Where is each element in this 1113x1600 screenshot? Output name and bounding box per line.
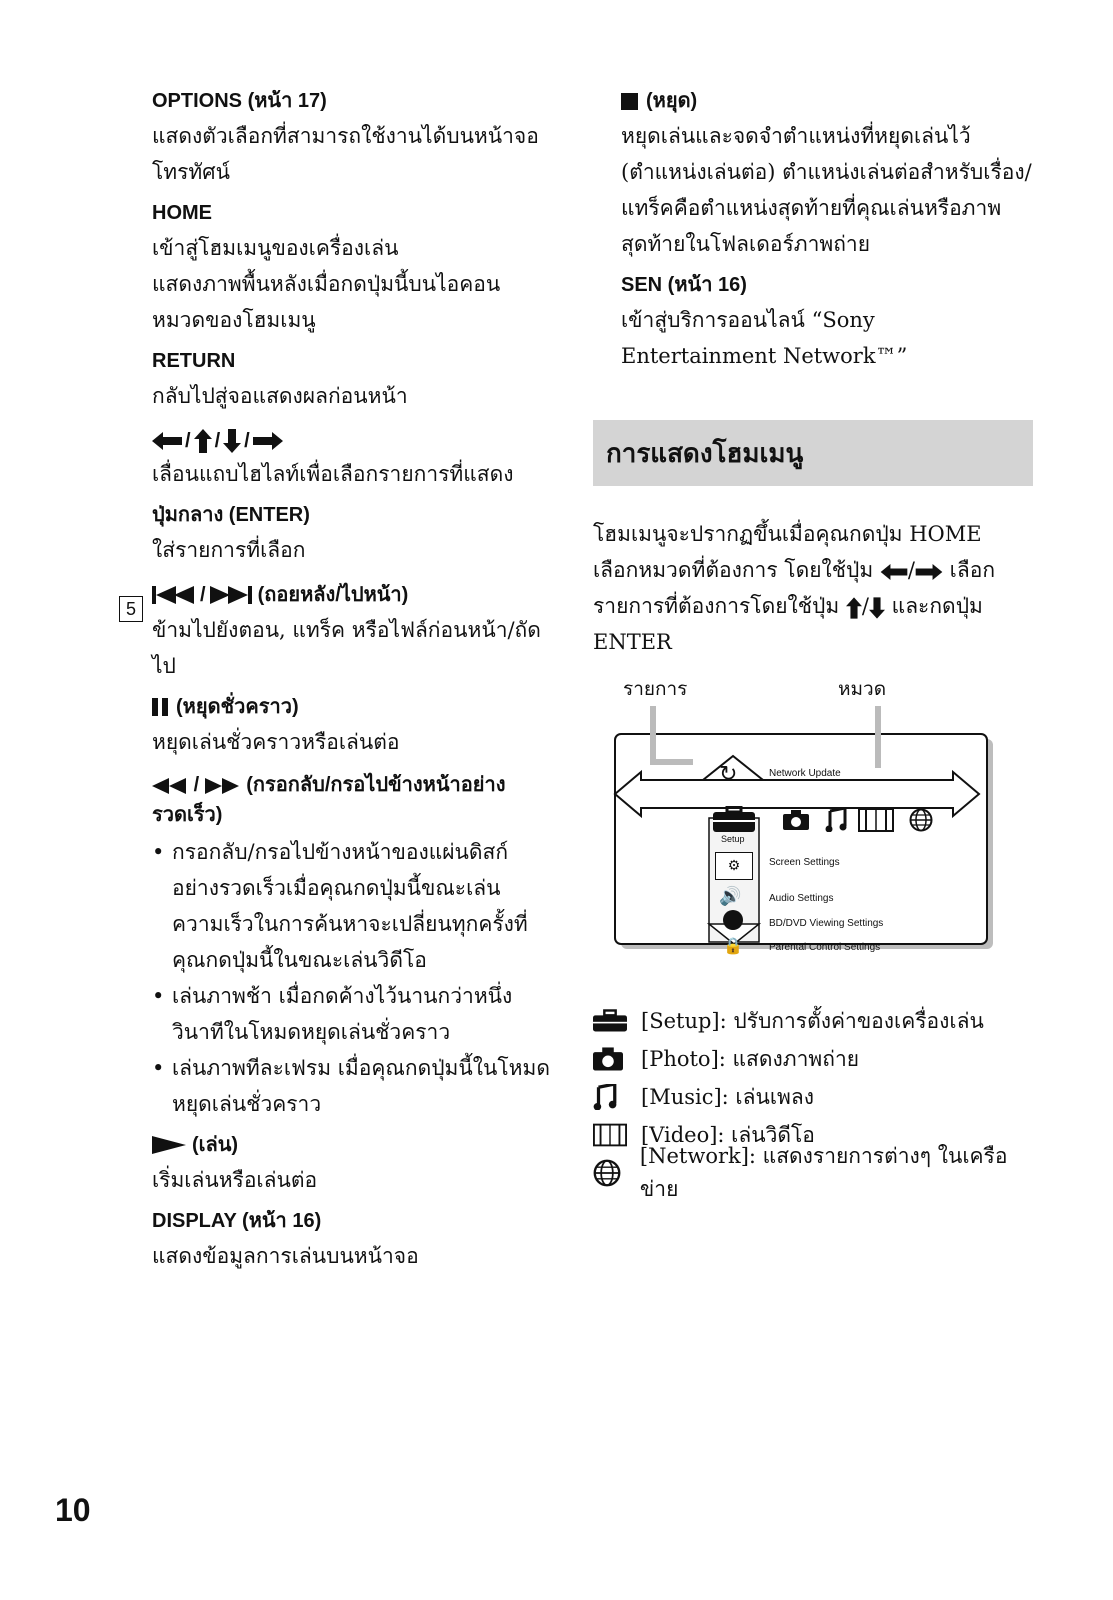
music-note-icon (825, 808, 847, 832)
rewind-icon (152, 778, 188, 794)
home-desc-2: แสดงภาพพื้นหลังเมื่อกดปุ่มนี้บนไอคอนหมวดของโฮมเมนู (152, 272, 501, 332)
legend-row (593, 1144, 1033, 1201)
home-menu-diagram (593, 674, 1033, 974)
list-item: • เล่นภาพช้า เมื่อกดค้างไว้นานกว่าหนึ่งวินาทีในโหมดหยุดเล่นชั่วคราว (152, 978, 552, 1050)
pause-desc: หยุดเล่นชั่วคราวหรือเล่นต่อ (152, 730, 400, 754)
intro-text-2: เลือกรายการที่ต้องการโดยใช้ปุ่ม (593, 558, 996, 618)
slash: / (861, 594, 869, 618)
previous-icon (152, 586, 196, 604)
home-title: HOME (152, 202, 212, 224)
play-icon (152, 1136, 186, 1154)
legend-row (593, 1040, 1033, 1078)
arrow-down-icon (223, 429, 241, 453)
pause-icon (152, 698, 168, 716)
lock-icon: 🔒 (723, 936, 743, 955)
scan-label: (กรอกลับ/กรอไปข้างหน้าอย่างรวดเร็ว) (152, 774, 506, 826)
arrow-up-icon (194, 429, 212, 453)
legend-text: [Music]: เล่นเพลง (641, 1084, 814, 1109)
stop-title (621, 88, 1033, 114)
slash-prevnext: / (200, 584, 206, 606)
refresh-icon: ↻ (719, 762, 738, 787)
legend-text: [Network]: แสดงรายการต่างๆ ในเครือข่าย (639, 1144, 1008, 1201)
scan-bullets (152, 834, 552, 1122)
arrow-down-icon (869, 597, 885, 619)
enter-title: ปุ่มกลาง (ENTER) (152, 504, 310, 526)
camera-icon (593, 1047, 623, 1071)
item-bd-dvd-settings: BD/DVD Viewing Settings (769, 918, 884, 929)
enter-desc: ใส่รายการที่เลือก (152, 538, 306, 562)
label-category: หมวด (838, 678, 887, 700)
arrow-left-icon (152, 432, 182, 450)
scan-slash: / (193, 774, 200, 796)
return-desc: กลับไปสู่จอแสดงผลก่อนหน้า (152, 384, 408, 408)
item-audio-settings: Audio Settings (769, 893, 834, 904)
menu-screen (593, 694, 1033, 974)
arrows-desc: เลื่อนแถบไฮไลท์เพื่อเลือกรายการที่แสดง (152, 462, 514, 486)
camera-icon (783, 810, 809, 830)
return-title: RETURN (152, 350, 236, 372)
prevnext-desc: ข้ามไปยังตอน, แทร็ค หรือไฟล์ก่อนหน้า/ถัดไป (152, 618, 541, 678)
stop-desc: หยุดเล่นและจดจำตำแหน่งที่หยุดเล่นไว้ (ตำแหน่งเล่นต่อ) ตำแหน่งเล่นต่อสำหรับเรื่อง/แทร็คคือตำแหน่งสุดท้ายที่คุณเล่นหรือภาพสุดท้ายในโฟลเดอร์ภาพถ่าย (621, 124, 1032, 256)
fast-forward-icon (205, 778, 241, 794)
slash-2: / (214, 429, 221, 452)
list-item: • เล่นภาพทีละเฟรม เมื่อคุณกดปุ่มนี้ในโหมดหยุดเล่นชั่วคราว (152, 1050, 552, 1122)
intro-paragraph (593, 516, 1033, 660)
scan-title (152, 770, 552, 830)
globe-icon (593, 1159, 621, 1187)
pause-title (152, 694, 552, 720)
settings-item-icon: ⚙ (715, 852, 753, 880)
prevnext-label: (ถอยหลัง/ไปหน้า) (257, 584, 409, 606)
section-number: 5 (119, 596, 143, 622)
label-item: รายการ (623, 678, 688, 700)
options-desc: แสดงตัวเลือกที่สามารถใช้งานได้บนหน้าจอโทรทัศน์ (152, 124, 539, 184)
sen-desc: เข้าสู่บริการออนไลน์ “Sony Entertainment Network™” (621, 308, 908, 368)
slash-3: / (244, 429, 250, 452)
legend-row (593, 1078, 1033, 1116)
left-column (125, 88, 552, 1274)
item-screen-settings: Screen Settings (769, 857, 840, 868)
section-heading-banner (593, 420, 1033, 486)
next-icon (210, 586, 254, 604)
network-update-label: Network Update (769, 768, 841, 779)
section-5 (125, 582, 552, 684)
page-number: 10 (55, 1492, 91, 1528)
stop-icon (621, 93, 638, 110)
legend-text: [Video]: เล่นวิดีโอ (641, 1122, 815, 1147)
toolbox-icon (713, 806, 755, 832)
arrow-left-icon (880, 564, 908, 580)
arrow-keys-title (152, 428, 552, 454)
toolbox-icon (593, 1009, 627, 1033)
display-desc: แสดงข้อมูลการเล่นบนหน้าจอ (152, 1244, 419, 1268)
play-desc: เริ่มเล่นหรือเล่นต่อ (152, 1168, 318, 1192)
setup-label: Setup (721, 834, 745, 844)
legend-text: [Photo]: แสดงภาพถ่าย (641, 1046, 860, 1071)
arrow-right-icon (915, 564, 943, 580)
legend-text: [Setup]: ปรับการตั้งค่าของเครื่องเล่น (641, 1008, 984, 1033)
right-column (593, 88, 1033, 1201)
slash: / (907, 558, 915, 582)
intro-text-3: และกดปุ่ม ENTER (593, 594, 983, 654)
arrow-right-icon (253, 432, 283, 450)
category-legend (593, 1002, 1033, 1201)
play-title (152, 1132, 552, 1158)
film-icon (593, 1122, 627, 1148)
globe-icon (909, 808, 933, 832)
intro-text-1: โฮมเมนูจะปรากฏขึ้นเมื่อคุณกดปุ่ม HOME เลือกหมวดที่ต้องการ โดยใช้ปุ่ม (593, 522, 982, 582)
home-desc-1: เข้าสู่โฮมเมนูของเครื่องเล่น (152, 236, 399, 260)
audio-icon: 🔊 (719, 886, 742, 907)
list-item: • กรอกลับ/กรอไปข้างหน้าของแผ่นดิสก์อย่างรวดเร็วเมื่อคุณกดปุ่มนี้ขณะเล่น ความเร็วในการค้นหาจะเปลี่ยนทุกครั้งที่คุณกดปุ่มนี้ในขณะเล่นวิดีโอ (152, 834, 552, 978)
display-title: DISPLAY (หน้า 16) (152, 1210, 322, 1232)
prevnext-title (152, 582, 552, 608)
film-icon (858, 808, 894, 832)
arrow-up-icon (846, 597, 862, 619)
options-title: OPTIONS (หน้า 17) (152, 90, 327, 112)
stop-label: (หยุด) (646, 90, 698, 112)
pause-label: (หยุดชั่วคราว) (176, 696, 299, 718)
music-note-icon (593, 1084, 617, 1110)
item-parental-settings: Parental Control Settings (769, 942, 881, 953)
slash-1: / (185, 429, 191, 452)
legend-row (593, 1002, 1033, 1040)
disc-icon (723, 910, 743, 930)
sen-title: SEN (หน้า 16) (621, 274, 747, 296)
play-label: (เล่น) (192, 1134, 239, 1156)
section-heading: การแสดงโฮมเมนู (606, 438, 804, 469)
